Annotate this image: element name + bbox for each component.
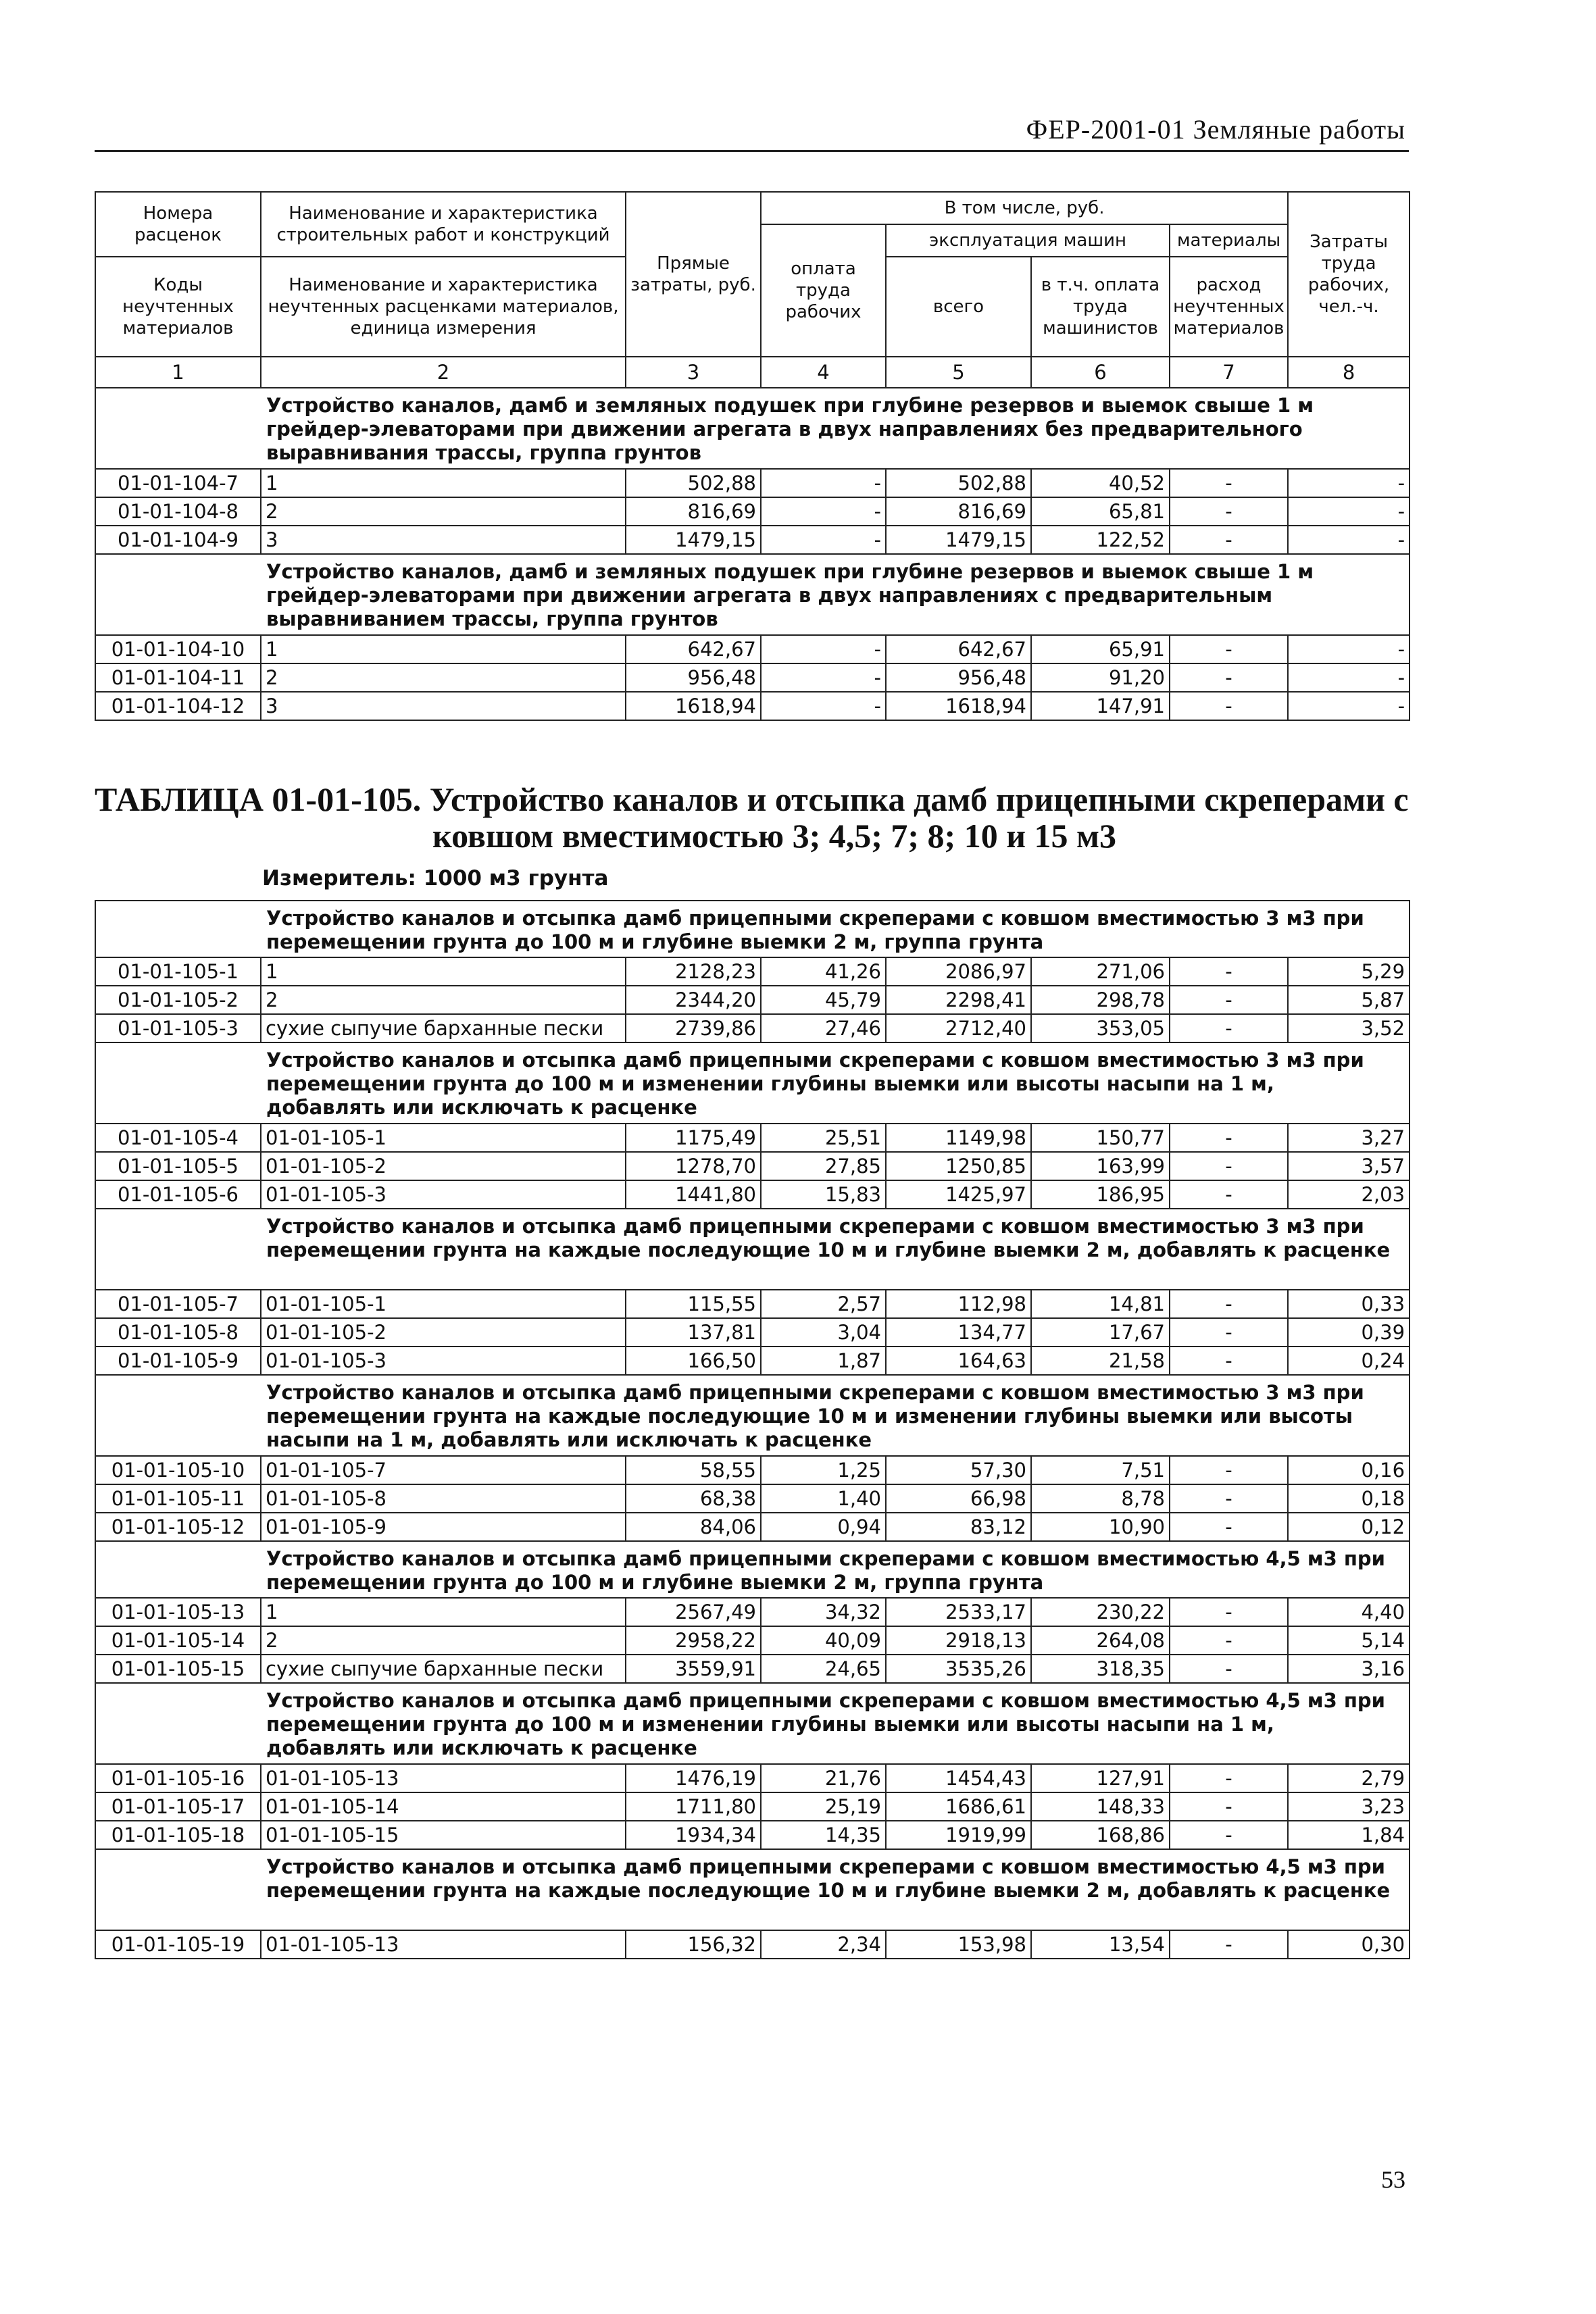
labor-hours-cell: 3,52 (1288, 1014, 1410, 1042)
table-row (95, 1821, 1410, 1849)
operator-pay-cell: 40,52 (1031, 469, 1170, 497)
machine-total-cell: 1686,61 (886, 1792, 1031, 1821)
operator-pay-cell: 168,86 (1031, 1821, 1170, 1849)
section-heading: Устройство каналов и отсыпка дамб прицепными скреперами с ковшом вместимостью 3 м3 при перемещении грунта до 100 м и глубине выемки 2 м, группа грунта (261, 901, 1410, 957)
labor-pay-cell: - (761, 692, 886, 720)
direct-costs-cell: 502,88 (626, 469, 761, 497)
labor-hours-cell: 0,12 (1288, 1513, 1410, 1541)
header-operator-pay: в т.ч. оплата труда машинистов (1031, 257, 1170, 357)
labor-hours-cell: - (1288, 497, 1410, 526)
labor-pay-cell: 1,40 (761, 1484, 886, 1513)
section-heading-row (95, 1375, 1410, 1456)
labor-pay-cell: 0,94 (761, 1513, 886, 1541)
labor-pay-cell: 2,34 (761, 1930, 886, 1959)
machine-total-cell: 956,48 (886, 663, 1031, 692)
section-gap (95, 554, 261, 635)
material-code-or-name-cell: 01-01-105-14 (261, 1792, 626, 1821)
machine-total-cell: 1425,97 (886, 1180, 1031, 1209)
section-gap (95, 901, 261, 957)
machine-total-cell: 1919,99 (886, 1821, 1031, 1849)
machine-total-cell: 3535,26 (886, 1655, 1031, 1683)
machine-total-cell: 134,77 (886, 1318, 1031, 1347)
table-row (95, 986, 1410, 1014)
direct-costs-cell: 956,48 (626, 663, 761, 692)
machine-total-cell: 816,69 (886, 497, 1031, 526)
machine-total-cell: 112,98 (886, 1290, 1031, 1318)
material-code-or-name-cell: 01-01-105-13 (261, 1764, 626, 1792)
direct-costs-cell: 3559,91 (626, 1655, 761, 1683)
operator-pay-cell: 150,77 (1031, 1124, 1170, 1152)
section-heading-row (95, 554, 1410, 635)
rate-code-cell: 01-01-104-8 (95, 497, 261, 526)
rate-code-cell: 01-01-105-12 (95, 1513, 261, 1541)
header-materials: материалы (1170, 224, 1288, 257)
material-consumption-cell: - (1170, 1347, 1288, 1375)
table-row (95, 957, 1410, 986)
machine-total-cell: 1149,98 (886, 1124, 1031, 1152)
header-material-consumption: расход неучтенных материалов (1170, 257, 1288, 357)
material-code-or-name-cell: 01-01-105-7 (261, 1456, 626, 1484)
section-heading: Устройство каналов и отсыпка дамб прицепными скреперами с ковшом вместимостью 3 м3 при перемещении грунта на каждые последующие 10 м и глубине выемки 2 м, добавлять к расценке (261, 1209, 1410, 1290)
labor-hours-cell: 2,03 (1288, 1180, 1410, 1209)
material-code-or-name-cell: 2 (261, 986, 626, 1014)
machine-total-cell: 1454,43 (886, 1764, 1031, 1792)
table-title-line-1: ТАБЛИЦА 01-01-105. Устройство каналов и отсыпка дамб прицепными скреперами с (95, 780, 1409, 818)
operator-pay-cell: 21,58 (1031, 1347, 1170, 1375)
direct-costs-cell: 1441,80 (626, 1180, 761, 1209)
direct-costs-cell: 156,32 (626, 1930, 761, 1959)
operator-pay-cell: 163,99 (1031, 1152, 1170, 1180)
operator-pay-cell: 10,90 (1031, 1513, 1170, 1541)
labor-hours-cell: 5,29 (1288, 957, 1410, 986)
material-code-or-name-cell: сухие сыпучие барханные пески (261, 1014, 626, 1042)
section-heading-row (95, 1209, 1410, 1290)
labor-pay-cell: 3,04 (761, 1318, 886, 1347)
machine-total-cell: 1479,15 (886, 526, 1031, 554)
direct-costs-cell: 2739,86 (626, 1014, 761, 1042)
labor-hours-cell: 3,16 (1288, 1655, 1410, 1683)
section-heading: Устройство каналов, дамб и земляных подушек при глубине резервов и выемок свыше 1 м грейдер-элеваторами при движении агрегата в двух направлениях без предварительного выравнивания трассы, группа грунтов (261, 388, 1410, 469)
table-row (95, 469, 1410, 497)
rate-code-cell: 01-01-104-11 (95, 663, 261, 692)
labor-pay-cell: 1,25 (761, 1456, 886, 1484)
colnum: 3 (626, 357, 761, 388)
direct-costs-cell: 1175,49 (626, 1124, 761, 1152)
material-consumption-cell: - (1170, 1290, 1288, 1318)
material-consumption-cell: - (1170, 469, 1288, 497)
section-gap (95, 1209, 261, 1290)
material-consumption-cell: - (1170, 526, 1288, 554)
table-row (95, 1764, 1410, 1792)
rate-code-cell: 01-01-105-3 (95, 1014, 261, 1042)
machine-total-cell: 57,30 (886, 1456, 1031, 1484)
header-machine-operation: эксплуатация машин (886, 224, 1170, 257)
operator-pay-cell: 127,91 (1031, 1764, 1170, 1792)
colnum: 2 (261, 357, 626, 388)
header-rule (95, 150, 1409, 152)
material-code-or-name-cell: 1 (261, 1598, 626, 1626)
table-row (95, 663, 1410, 692)
material-code-or-name-cell: сухие сыпучие барханные пески (261, 1655, 626, 1683)
labor-pay-cell: 1,87 (761, 1347, 886, 1375)
direct-costs-cell: 1934,34 (626, 1821, 761, 1849)
direct-costs-cell: 137,81 (626, 1318, 761, 1347)
direct-costs-cell: 2344,20 (626, 986, 761, 1014)
material-code-or-name-cell: 01-01-105-3 (261, 1180, 626, 1209)
machine-total-cell: 1618,94 (886, 692, 1031, 720)
labor-hours-cell: 0,39 (1288, 1318, 1410, 1347)
direct-costs-cell: 1618,94 (626, 692, 761, 720)
labor-pay-cell: - (761, 526, 886, 554)
material-code-or-name-cell: 2 (261, 497, 626, 526)
material-code-or-name-cell: 01-01-105-1 (261, 1290, 626, 1318)
rate-code-cell: 01-01-105-17 (95, 1792, 261, 1821)
rate-code-cell: 01-01-105-13 (95, 1598, 261, 1626)
labor-hours-cell: 2,79 (1288, 1764, 1410, 1792)
operator-pay-cell: 318,35 (1031, 1655, 1170, 1683)
table-row (95, 526, 1410, 554)
rate-code-cell: 01-01-105-15 (95, 1655, 261, 1683)
colnum: 7 (1170, 357, 1288, 388)
labor-hours-cell: 3,23 (1288, 1792, 1410, 1821)
material-code-or-name-cell: 01-01-105-8 (261, 1484, 626, 1513)
machine-total-cell: 66,98 (886, 1484, 1031, 1513)
direct-costs-cell: 2958,22 (626, 1626, 761, 1655)
labor-hours-cell: 0,33 (1288, 1290, 1410, 1318)
rate-code-cell: 01-01-105-6 (95, 1180, 261, 1209)
rate-code-cell: 01-01-105-18 (95, 1821, 261, 1849)
labor-hours-cell: 0,18 (1288, 1484, 1410, 1513)
section-heading: Устройство каналов и отсыпка дамб прицепными скреперами с ковшом вместимостью 4,5 м3 при перемещении грунта на каждые последующие 10 м и глубине выемки 2 м, добавлять к расценке (261, 1849, 1410, 1930)
rate-code-cell: 01-01-105-2 (95, 986, 261, 1014)
material-consumption-cell: - (1170, 986, 1288, 1014)
material-code-or-name-cell: 01-01-105-2 (261, 1318, 626, 1347)
table-row (95, 692, 1410, 720)
page-number: 53 (1381, 2166, 1405, 2193)
material-consumption-cell: - (1170, 692, 1288, 720)
direct-costs-cell: 816,69 (626, 497, 761, 526)
colnum: 6 (1031, 357, 1170, 388)
header-rate-numbers: Номера расценок (95, 192, 261, 257)
section-heading-row (95, 388, 1410, 469)
machine-total-cell: 502,88 (886, 469, 1031, 497)
operator-pay-cell: 8,78 (1031, 1484, 1170, 1513)
labor-pay-cell: 25,19 (761, 1792, 886, 1821)
direct-costs-cell: 58,55 (626, 1456, 761, 1484)
table-row (95, 1484, 1410, 1513)
header-labor-pay: оплата труда рабочих (761, 224, 886, 357)
table-row (95, 1930, 1410, 1959)
colnum: 1 (95, 357, 261, 388)
labor-pay-cell: - (761, 469, 886, 497)
direct-costs-cell: 2567,49 (626, 1598, 761, 1626)
header-direct-costs: Прямые затраты, руб. (626, 192, 761, 357)
table-row (95, 1014, 1410, 1042)
table-title (95, 781, 1409, 854)
labor-hours-cell: - (1288, 526, 1410, 554)
section-heading-row (95, 901, 1410, 957)
section-heading-row (95, 1042, 1410, 1124)
section-heading: Устройство каналов и отсыпка дамб прицепными скреперами с ковшом вместимостью 3 м3 при перемещении грунта до 100 м и изменении глубины выемки или высоты насыпи на 1 м, добавлять или исключать к расценке (261, 1042, 1410, 1124)
material-consumption-cell: - (1170, 1318, 1288, 1347)
material-code-or-name-cell: 01-01-105-15 (261, 1821, 626, 1849)
operator-pay-cell: 353,05 (1031, 1014, 1170, 1042)
rate-code-cell: 01-01-105-10 (95, 1456, 261, 1484)
material-consumption-cell: - (1170, 1513, 1288, 1541)
labor-pay-cell: - (761, 497, 886, 526)
labor-hours-cell: 0,30 (1288, 1930, 1410, 1959)
labor-pay-cell: 41,26 (761, 957, 886, 986)
material-code-or-name-cell: 01-01-105-2 (261, 1152, 626, 1180)
operator-pay-cell: 271,06 (1031, 957, 1170, 986)
operator-pay-cell: 230,22 (1031, 1598, 1170, 1626)
labor-hours-cell: 0,16 (1288, 1456, 1410, 1484)
machine-total-cell: 2712,40 (886, 1014, 1031, 1042)
operator-pay-cell: 147,91 (1031, 692, 1170, 720)
direct-costs-cell: 1278,70 (626, 1152, 761, 1180)
section-heading: Устройство каналов, дамб и земляных подушек при глубине резервов и выемок свыше 1 м грейдер-элеваторами при движении агрегата в двух направлениях с предварительным выравниванием трассы, группа грунтов (261, 554, 1410, 635)
section-gap (95, 1683, 261, 1764)
material-code-or-name-cell: 01-01-105-1 (261, 1124, 626, 1152)
table-row (95, 1598, 1410, 1626)
labor-hours-cell: - (1288, 663, 1410, 692)
labor-pay-cell: 25,51 (761, 1124, 886, 1152)
machine-total-cell: 2533,17 (886, 1598, 1031, 1626)
colnum: 8 (1288, 357, 1410, 388)
material-code-or-name-cell: 01-01-105-13 (261, 1930, 626, 1959)
rate-code-cell: 01-01-105-5 (95, 1152, 261, 1180)
labor-hours-cell: 0,24 (1288, 1347, 1410, 1375)
header-machine-total: всего (886, 257, 1031, 357)
material-consumption-cell: - (1170, 1764, 1288, 1792)
material-consumption-cell: - (1170, 1655, 1288, 1683)
table-row (95, 1792, 1410, 1821)
material-code-or-name-cell: 01-01-105-3 (261, 1347, 626, 1375)
section-heading-row (95, 1849, 1410, 1930)
material-consumption-cell: - (1170, 497, 1288, 526)
direct-costs-cell: 68,38 (626, 1484, 761, 1513)
labor-pay-cell: 27,85 (761, 1152, 886, 1180)
labor-hours-cell: 3,57 (1288, 1152, 1410, 1180)
labor-pay-cell: 34,32 (761, 1598, 886, 1626)
section-heading: Устройство каналов и отсыпка дамб прицепными скреперами с ковшом вместимостью 4,5 м3 при перемещении грунта до 100 м и изменении глубины выемки или высоты насыпи на 1 м, добавлять или исключать к расценке (261, 1683, 1410, 1764)
header-labor-hours: Затраты труда рабочих, чел.-ч. (1288, 192, 1410, 357)
measurement-unit: Измеритель: 1000 м3 грунта (262, 866, 609, 890)
material-consumption-cell: - (1170, 1821, 1288, 1849)
table-row (95, 1318, 1410, 1347)
rates-table-104 (95, 191, 1410, 721)
operator-pay-cell: 14,81 (1031, 1290, 1170, 1318)
machine-total-cell: 2086,97 (886, 957, 1031, 986)
rate-code-cell: 01-01-104-7 (95, 469, 261, 497)
material-consumption-cell: - (1170, 1930, 1288, 1959)
rate-code-cell: 01-01-105-19 (95, 1930, 261, 1959)
table-row (95, 1347, 1410, 1375)
machine-total-cell: 83,12 (886, 1513, 1031, 1541)
section-gap (95, 388, 261, 469)
table-row (95, 1513, 1410, 1541)
material-code-or-name-cell: 1 (261, 469, 626, 497)
header-unaccounted-codes: Коды неучтенных материалов (95, 257, 261, 357)
material-consumption-cell: - (1170, 1152, 1288, 1180)
table-title-line-2: ковшом вместимостью 3; 4,5; 7; 8; 10 и 15 м3 (432, 817, 1117, 855)
material-consumption-cell: - (1170, 1180, 1288, 1209)
material-code-or-name-cell: 1 (261, 635, 626, 663)
material-code-or-name-cell: 3 (261, 692, 626, 720)
direct-costs-cell: 1711,80 (626, 1792, 761, 1821)
rate-code-cell: 01-01-105-11 (95, 1484, 261, 1513)
table-row (95, 1124, 1410, 1152)
table-row (95, 1290, 1410, 1318)
section-gap (95, 1375, 261, 1456)
direct-costs-cell: 1479,15 (626, 526, 761, 554)
labor-pay-cell: 40,09 (761, 1626, 886, 1655)
direct-costs-cell: 1476,19 (626, 1764, 761, 1792)
rate-code-cell: 01-01-104-10 (95, 635, 261, 663)
labor-hours-cell: - (1288, 635, 1410, 663)
rate-code-cell: 01-01-105-9 (95, 1347, 261, 1375)
colnum: 4 (761, 357, 886, 388)
table-row (95, 497, 1410, 526)
machine-total-cell: 164,63 (886, 1347, 1031, 1375)
operator-pay-cell: 13,54 (1031, 1930, 1170, 1959)
operator-pay-cell: 122,52 (1031, 526, 1170, 554)
machine-total-cell: 2298,41 (886, 986, 1031, 1014)
section-gap (95, 1849, 261, 1930)
rate-code-cell: 01-01-105-7 (95, 1290, 261, 1318)
material-consumption-cell: - (1170, 1792, 1288, 1821)
direct-costs-cell: 115,55 (626, 1290, 761, 1318)
labor-pay-cell: 27,46 (761, 1014, 886, 1042)
table-row (95, 1456, 1410, 1484)
labor-hours-cell: 4,40 (1288, 1598, 1410, 1626)
operator-pay-cell: 7,51 (1031, 1456, 1170, 1484)
section-gap (95, 1042, 261, 1124)
labor-pay-cell: 2,57 (761, 1290, 886, 1318)
table-row (95, 635, 1410, 663)
material-consumption-cell: - (1170, 1124, 1288, 1152)
table-row (95, 1180, 1410, 1209)
rate-code-cell: 01-01-105-8 (95, 1318, 261, 1347)
labor-pay-cell: 24,65 (761, 1655, 886, 1683)
direct-costs-cell: 84,06 (626, 1513, 761, 1541)
material-code-or-name-cell: 1 (261, 957, 626, 986)
labor-hours-cell: 1,84 (1288, 1821, 1410, 1849)
section-gap (95, 1541, 261, 1598)
material-consumption-cell: - (1170, 957, 1288, 986)
header-including: В том числе, руб. (761, 192, 1288, 224)
section-heading-row (95, 1683, 1410, 1764)
running-header: ФЕР-2001-01 Земляные работы (1026, 114, 1405, 145)
labor-pay-cell: 14,35 (761, 1821, 886, 1849)
operator-pay-cell: 298,78 (1031, 986, 1170, 1014)
operator-pay-cell: 17,67 (1031, 1318, 1170, 1347)
material-consumption-cell: - (1170, 663, 1288, 692)
labor-hours-cell: 3,27 (1288, 1124, 1410, 1152)
material-consumption-cell: - (1170, 1014, 1288, 1042)
rate-code-cell: 01-01-105-4 (95, 1124, 261, 1152)
operator-pay-cell: 91,20 (1031, 663, 1170, 692)
direct-costs-cell: 642,67 (626, 635, 761, 663)
labor-pay-cell: 21,76 (761, 1764, 886, 1792)
machine-total-cell: 2918,13 (886, 1626, 1031, 1655)
operator-pay-cell: 264,08 (1031, 1626, 1170, 1655)
direct-costs-cell: 166,50 (626, 1347, 761, 1375)
labor-hours-cell: - (1288, 469, 1410, 497)
material-code-or-name-cell: 01-01-105-9 (261, 1513, 626, 1541)
material-consumption-cell: - (1170, 1626, 1288, 1655)
material-code-or-name-cell: 3 (261, 526, 626, 554)
operator-pay-cell: 148,33 (1031, 1792, 1170, 1821)
table-row (95, 1626, 1410, 1655)
labor-hours-cell: 5,14 (1288, 1626, 1410, 1655)
material-consumption-cell: - (1170, 1484, 1288, 1513)
machine-total-cell: 1250,85 (886, 1152, 1031, 1180)
colnum: 5 (886, 357, 1031, 388)
rate-code-cell: 01-01-105-1 (95, 957, 261, 986)
rates-table-105 (95, 900, 1410, 1959)
labor-hours-cell: - (1288, 692, 1410, 720)
material-consumption-cell: - (1170, 1598, 1288, 1626)
material-consumption-cell: - (1170, 635, 1288, 663)
labor-hours-cell: 5,87 (1288, 986, 1410, 1014)
section-heading: Устройство каналов и отсыпка дамб прицепными скреперами с ковшом вместимостью 4,5 м3 при перемещении грунта до 100 м и глубине выемки 2 м, группа грунта (261, 1541, 1410, 1598)
labor-pay-cell: - (761, 635, 886, 663)
material-code-or-name-cell: 2 (261, 663, 626, 692)
labor-pay-cell: 45,79 (761, 986, 886, 1014)
rate-code-cell: 01-01-105-14 (95, 1626, 261, 1655)
material-code-or-name-cell: 2 (261, 1626, 626, 1655)
machine-total-cell: 642,67 (886, 635, 1031, 663)
operator-pay-cell: 65,91 (1031, 635, 1170, 663)
header-material-name: Наименование и характеристика неучтенных расценками материалов, единица измерения (261, 257, 626, 357)
machine-total-cell: 153,98 (886, 1930, 1031, 1959)
table-row (95, 1655, 1410, 1683)
rate-code-cell: 01-01-104-9 (95, 526, 261, 554)
operator-pay-cell: 186,95 (1031, 1180, 1170, 1209)
rate-code-cell: 01-01-104-12 (95, 692, 261, 720)
section-heading: Устройство каналов и отсыпка дамб прицепными скреперами с ковшом вместимостью 3 м3 при перемещении грунта на каждые последующие 10 м и изменении глубины выемки или высоты насыпи на 1 м, добавлять или исключать к расценке (261, 1375, 1410, 1456)
section-heading-row (95, 1541, 1410, 1598)
direct-costs-cell: 2128,23 (626, 957, 761, 986)
labor-pay-cell: 15,83 (761, 1180, 886, 1209)
operator-pay-cell: 65,81 (1031, 497, 1170, 526)
material-consumption-cell: - (1170, 1456, 1288, 1484)
table-row (95, 1152, 1410, 1180)
header-work-name: Наименование и характеристика строительных работ и конструкций (261, 192, 626, 257)
rate-code-cell: 01-01-105-16 (95, 1764, 261, 1792)
labor-pay-cell: - (761, 663, 886, 692)
